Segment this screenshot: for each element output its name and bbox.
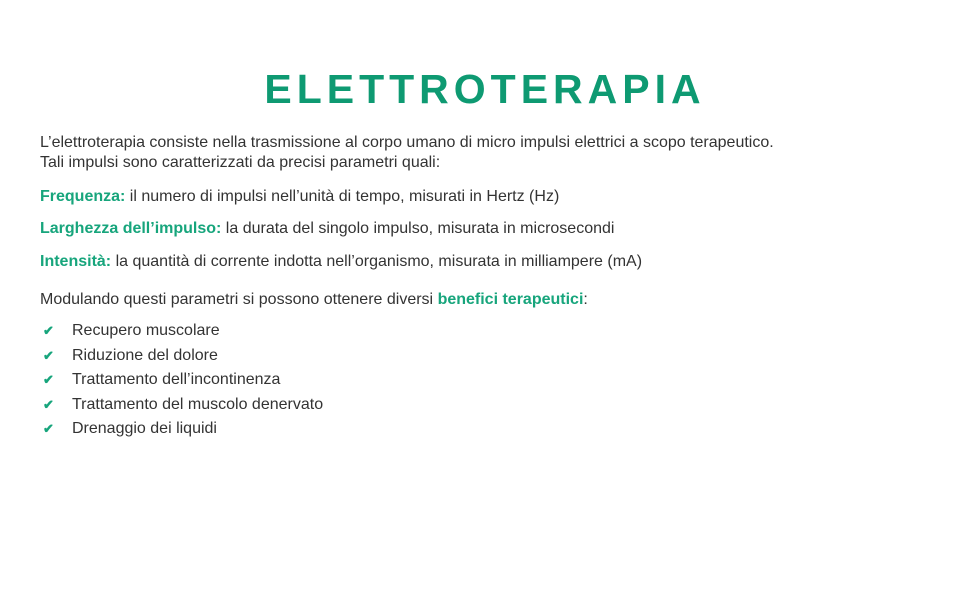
list-item bbox=[40, 370, 323, 395]
benefits-intro bbox=[40, 290, 588, 310]
benefit-label: Recupero muscolare bbox=[72, 322, 220, 339]
parameter-label: Frequenza: bbox=[40, 188, 126, 205]
parameter-text: la durata del singolo impulso, misurata in microsecondi bbox=[221, 220, 615, 237]
intro-line-1: L’elettroterapia consiste nella trasmissione al corpo umano di micro impulsi elettrici a scopo terapeutico. bbox=[40, 134, 774, 151]
parameter-text: la quantità di corrente indotta nell’organismo, misurata in milliampere (mA) bbox=[111, 253, 643, 270]
parameter-pulse-width bbox=[40, 219, 614, 239]
benefit-label: Riduzione del dolore bbox=[72, 346, 218, 364]
parameter-label: Larghezza dell’impulso: bbox=[40, 220, 222, 237]
check-icon: ✔ bbox=[43, 396, 54, 412]
parameter-text: il numero di impulsi nell’unità di tempo, misurati in Hertz (Hz) bbox=[125, 188, 560, 205]
parameter-label: Intensità: bbox=[40, 253, 112, 270]
page-title: ELETTROTERAPIA bbox=[264, 66, 706, 112]
benefits-list bbox=[40, 321, 323, 444]
list-item bbox=[40, 395, 323, 420]
benefits-intro-colon: : bbox=[583, 291, 588, 308]
benefit-label: Drenaggio dei liquidi bbox=[72, 420, 217, 437]
intro-line-2: Tali impulsi sono caratterizzati da precisi parametri quali: bbox=[40, 154, 441, 171]
check-icon: ✔ bbox=[43, 421, 54, 436]
check-icon: ✔ bbox=[43, 323, 54, 338]
list-item bbox=[40, 321, 323, 346]
benefit-label: Trattamento dell’incontinenza bbox=[72, 371, 281, 388]
benefits-highlight: benefici terapeutici bbox=[437, 291, 584, 308]
benefit-label: Trattamento del muscolo denervato bbox=[72, 395, 324, 413]
parameter-intensity bbox=[40, 252, 642, 272]
benefits-intro-text: Modulando questi parametri si possono ottenere diversi bbox=[40, 291, 438, 308]
check-icon: ✔ bbox=[43, 372, 54, 387]
check-icon: ✔ bbox=[43, 347, 54, 363]
list-item bbox=[40, 346, 323, 371]
parameter-frequency bbox=[40, 187, 559, 207]
list-item bbox=[40, 419, 323, 444]
